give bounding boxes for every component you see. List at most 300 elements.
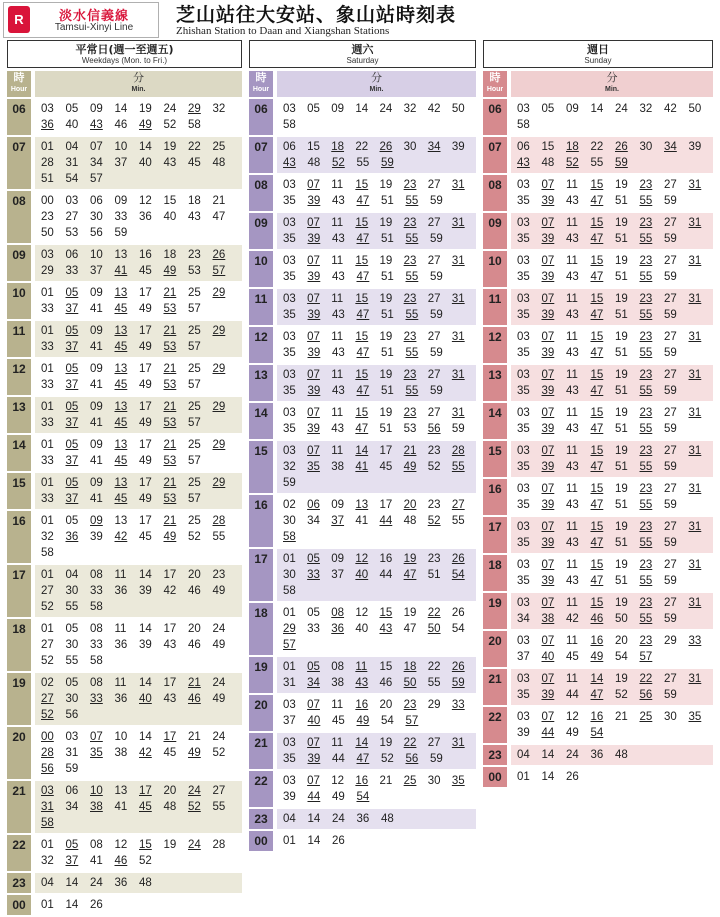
hour-row [249,175,476,211]
departure-minute: 24 [212,731,226,743]
minutes-line [41,139,242,155]
departure-minute: 48 [163,801,177,813]
departure-minute: 43 [566,461,579,473]
hour-row [483,251,713,287]
hour-cell: 12 [7,359,31,395]
hour-cell: 23 [249,809,273,829]
minutes-cell [35,835,242,871]
hour-cell: 11 [483,289,507,325]
departure-minute: 09 [90,401,103,413]
minutes-line [517,177,713,193]
departure-minute: 55 [427,677,441,689]
minutes-line [41,583,242,599]
departure-minute: 45 [163,747,177,759]
departure-minute: 08 [331,661,345,673]
departure-minute: 22 [427,607,441,619]
departure-minute: 12 [355,553,369,565]
minutes-cell [277,175,476,211]
departure-minute: 03 [517,407,530,419]
departure-minute: 51 [615,233,628,245]
departure-minute: 40 [139,693,152,705]
departure-minute: 03 [517,445,530,457]
departure-minute: 18 [566,141,579,153]
hour-row [249,441,476,493]
departure-minute: 59 [664,233,677,245]
departure-minute: 27 [664,331,677,343]
departure-minute: 14 [307,835,321,847]
departure-minute: 19 [379,407,393,419]
departure-minute: 35 [517,499,530,511]
departure-minute: 46 [188,639,201,651]
departure-minute: 11 [566,217,578,229]
departure-minute: 40 [139,157,152,169]
hour-row [483,327,713,363]
departure-minute: 23 [639,521,653,533]
minutes-line [41,783,242,799]
departure-minute: 59 [65,763,79,775]
departure-minute: 37 [331,515,345,527]
departure-minute: 24 [188,785,201,797]
departure-minute: 01 [41,569,54,581]
departure-minute: 31 [65,747,79,759]
departure-minute: 47 [356,385,370,397]
departure-minute: 09 [90,325,103,337]
departure-minute: 31 [451,217,465,229]
minutes-cell [511,593,713,629]
departure-minute: 37 [65,855,79,867]
column-subheader [249,71,476,97]
departure-minute: 11 [114,623,127,635]
departure-minute: 58 [41,547,54,559]
departure-minute: 07 [307,255,320,267]
departure-minute: 58 [517,119,530,131]
departure-minute: 23 [639,293,653,305]
departure-minute: 24 [332,813,345,825]
departure-minute: 05 [65,623,79,635]
minutes-line [41,545,242,561]
minutes-line [517,709,713,725]
departure-minute: 03 [517,331,530,343]
departure-minute: 01 [41,141,54,153]
departure-minute: 27 [664,255,677,267]
departure-minute: 14 [65,899,79,911]
departure-minute: 59 [451,677,465,689]
minutes-line [283,789,476,805]
minutes-cell [511,137,713,173]
departure-minute: 30 [639,141,653,153]
minutes-line [41,799,242,815]
departure-minute: 26 [451,553,465,565]
departure-minute: 59 [615,157,628,169]
departure-minute: 09 [90,477,103,489]
departure-minute: 48 [381,813,394,825]
departure-minute: 15 [590,331,604,343]
departure-minute: 31 [688,483,702,495]
departure-minute: 01 [283,661,296,673]
departure-minute: 31 [688,369,702,381]
departure-minute: 12 [331,775,345,787]
minutes-line [283,367,476,383]
departure-minute: 39 [541,689,555,701]
departure-minute: 55 [639,537,653,549]
departure-minute: 11 [114,569,127,581]
departure-minute: 31 [451,737,465,749]
departure-minute: 47 [590,195,604,207]
departure-minute: 31 [688,179,702,191]
departure-minute: 34 [517,613,530,625]
minutes-line [41,637,242,653]
minutes-cell [277,289,476,325]
departure-minute: 40 [65,119,79,131]
hour-row [7,99,242,135]
departure-minute: 31 [688,559,702,571]
departure-minute: 42 [664,103,677,115]
minutes-cell [277,251,476,287]
hour-row [483,137,713,173]
minutes-cell [511,479,713,515]
departure-minute: 19 [379,179,393,191]
departure-minute: 52 [163,119,177,131]
minutes-line [283,253,476,269]
departure-minute: 11 [355,661,368,673]
departure-minute: 31 [451,179,465,191]
hour-cell: 20 [249,695,273,731]
departure-minute: 38 [114,747,128,759]
departure-minute: 03 [283,217,296,229]
departure-minute: 38 [541,613,555,625]
departure-minute: 17 [139,477,152,489]
departure-minute: 47 [590,689,604,701]
departure-minute: 25 [188,325,201,337]
departure-minute: 14 [590,673,604,685]
departure-minute: 51 [615,537,628,549]
minutes-line [41,209,242,225]
departure-minute: 23 [639,635,653,647]
departure-minute: 03 [283,369,296,381]
minutes-line [517,253,713,269]
departure-minute: 36 [114,585,128,597]
departure-minute: 57 [188,379,201,391]
departure-minute: 51 [381,347,394,359]
hour-cell: 19 [483,593,507,629]
departure-minute: 03 [517,179,530,191]
hour-cell: 20 [7,727,31,779]
minutes-line [41,621,242,637]
minutes-line [41,263,242,279]
departure-minute: 26 [451,607,465,619]
minutes-cell [35,511,242,563]
departure-minute: 44 [379,515,393,527]
departure-minute: 55 [639,195,653,207]
departure-minute: 56 [65,709,79,721]
departure-minute: 25 [403,775,417,787]
departure-minute: 51 [41,173,54,185]
departure-minute: 37 [65,455,79,467]
minutes-line [517,269,713,285]
hour-label [249,71,273,97]
departure-minute: 33 [90,693,103,705]
departure-minute: 59 [664,575,677,587]
departure-minute: 20 [188,623,201,635]
departure-minute: 58 [283,585,296,597]
departure-minute: 09 [331,553,345,565]
hour-cell: 16 [249,495,273,547]
minutes-line [517,329,713,345]
departure-minute: 27 [65,211,79,223]
departure-minute: 49 [139,417,152,429]
hour-row [7,473,242,509]
minutes-line [283,659,476,675]
departure-minute: 07 [541,255,555,267]
hour-cell: 06 [249,99,273,135]
minutes-line [517,405,713,421]
hour-row [249,657,476,693]
minutes-cell [277,441,476,493]
minutes-line [283,405,476,421]
departure-minute: 49 [139,455,152,467]
departure-minute: 47 [590,537,604,549]
departure-minute: 11 [566,673,578,685]
minutes-cell [277,365,476,401]
departure-minute: 39 [541,195,555,207]
departure-minute: 15 [590,407,604,419]
departure-minute: 14 [355,737,369,749]
departure-minute: 51 [381,233,394,245]
departure-minute: 27 [427,331,441,343]
departure-minute: 19 [615,521,628,533]
departure-minute: 54 [356,791,370,803]
departure-minute: 39 [307,233,321,245]
minutes-line [283,551,476,567]
departure-minute: 26 [90,899,103,911]
departure-minute: 15 [590,559,604,571]
departure-minute: 52 [41,601,54,613]
hour-cell: 13 [7,397,31,433]
departure-minute: 07 [541,673,555,685]
departure-minute: 04 [65,569,79,581]
departure-minute: 59 [664,461,677,473]
departure-minute: 48 [307,157,321,169]
minutes-line [283,583,476,599]
departure-minute: 43 [566,537,579,549]
minutes-cell [35,397,242,433]
departure-minute: 07 [307,445,320,457]
departure-minute: 45 [114,303,128,315]
departure-minute: 55 [405,385,419,397]
departure-minute: 15 [355,179,369,191]
departure-minute: 53 [65,227,79,239]
departure-minute: 39 [307,753,321,765]
departure-minute: 34 [307,677,320,689]
departure-minute: 47 [403,569,417,581]
departure-minute: 27 [664,483,677,495]
minutes-line [283,675,476,691]
departure-minute: 39 [688,141,702,153]
departure-minute: 43 [332,347,345,359]
minutes-cell [277,327,476,363]
hour-row [7,673,242,725]
minutes-line [41,853,242,869]
departure-minute: 51 [381,309,394,321]
minutes-cell [511,707,713,743]
departure-minute: 06 [517,141,530,153]
minutes-cell [511,555,713,591]
departure-minute: 31 [451,293,465,305]
departure-minute: 52 [427,515,441,527]
departure-minute: 35 [517,575,530,587]
minutes-cell [277,809,476,829]
minutes-cell [277,403,476,439]
departure-minute: 43 [332,271,345,283]
departure-minute: 03 [517,673,530,685]
departure-minute: 28 [212,839,226,851]
departure-minute: 56 [427,423,441,435]
departure-minute: 23 [639,597,653,609]
departure-minute: 38 [90,801,103,813]
departure-minute: 15 [541,141,555,153]
departure-minute: 54 [451,569,465,581]
hour-label-zh: 時 [489,71,501,84]
departure-minute: 38 [331,677,345,689]
departure-minute: 35 [283,385,296,397]
minutes-cell [511,441,713,477]
column-header [249,40,476,68]
departure-minute: 55 [405,233,419,245]
minutes-line [517,193,713,209]
departure-minute: 59 [664,423,677,435]
departure-minute: 21 [163,515,177,527]
minutes-line [517,747,713,763]
departure-minute: 39 [307,271,321,283]
departure-minute: 19 [615,331,628,343]
minutes-line [41,475,242,491]
minutes-line [517,633,713,649]
departure-minute: 20 [403,499,417,511]
line-name: 淡水信義線 [58,8,129,23]
departure-minute: 39 [307,195,321,207]
departure-minute: 08 [90,623,103,635]
departure-minute: 07 [541,407,555,419]
departure-minute: 20 [615,635,628,647]
departure-minute: 59 [430,271,443,283]
departure-minute: 45 [114,379,128,391]
hour-cell: 09 [249,213,273,249]
departure-minute: 17 [163,731,177,743]
departure-minute: 09 [331,103,345,115]
departure-minute: 41 [90,455,103,467]
departure-minute: 40 [355,623,369,635]
hour-row [7,435,242,471]
departure-minute: 25 [188,363,201,375]
departure-minute: 41 [90,379,103,391]
departure-minute: 43 [332,195,345,207]
departure-minute: 22 [427,661,441,673]
minutes-line [283,269,476,285]
departure-minute: 07 [541,217,555,229]
departure-minute: 25 [188,287,201,299]
departure-minute: 08 [90,569,103,581]
departure-minute: 03 [283,179,296,191]
departure-minute: 39 [307,347,321,359]
departure-minute: 23 [639,255,653,267]
departure-minute: 22 [590,141,604,153]
departure-minute: 42 [114,531,128,543]
departure-minute: 51 [615,499,628,511]
departure-minute: 55 [405,195,419,207]
departure-minute: 30 [283,515,296,527]
departure-minute: 49 [403,461,417,473]
hour-cell: 00 [7,895,31,915]
departure-minute: 24 [163,103,177,115]
minutes-line [41,171,242,187]
minutes-line [41,437,242,453]
departure-minute: 03 [517,369,530,381]
hour-cell: 06 [483,99,507,135]
departure-minute: 43 [566,233,579,245]
departure-minute: 55 [356,157,370,169]
hour-row [483,745,713,765]
minute-label [277,71,476,97]
departure-minute: 13 [355,499,369,511]
minutes-line [41,377,242,393]
minutes-cell [35,321,242,357]
minutes-line [517,117,713,133]
departure-minute: 43 [566,385,579,397]
departure-minute: 45 [139,801,152,813]
departure-minute: 49 [163,531,177,543]
departure-minute: 36 [356,813,370,825]
departure-minute: 02 [41,677,54,689]
departure-minute: 59 [664,271,677,283]
departure-minute: 51 [615,385,628,397]
departure-minute: 52 [41,655,54,667]
departure-minute: 16 [355,699,369,711]
hour-cell: 10 [483,251,507,287]
departure-minute: 31 [451,407,465,419]
minutes-line [517,671,713,687]
departure-minute: 28 [212,515,226,527]
departure-minute: 23 [639,369,653,381]
departure-minute: 32 [639,103,653,115]
departure-minute: 15 [163,195,177,207]
minutes-cell [511,175,713,211]
departure-minute: 34 [427,141,441,153]
hour-cell: 16 [7,511,31,563]
departure-minute: 35 [283,347,296,359]
departure-minute: 18 [188,195,201,207]
departure-minute: 13 [114,477,128,489]
hour-row [7,781,242,833]
departure-minute: 19 [379,293,393,305]
departure-minute: 27 [427,407,441,419]
minute-label-en: Min. [131,86,146,93]
departure-minute: 05 [65,287,79,299]
departure-minute: 39 [139,639,152,651]
departure-minute: 55 [639,461,653,473]
departure-minute: 06 [283,141,296,153]
departure-minute: 31 [688,293,702,305]
departure-minute: 11 [331,737,344,749]
hour-cell: 09 [483,213,507,249]
minutes-cell [35,873,242,893]
departure-minute: 41 [90,855,103,867]
departure-minute: 39 [541,499,555,511]
departure-minute: 56 [405,753,419,765]
departure-minute: 47 [356,309,370,321]
departure-minute: 19 [615,179,628,191]
departure-minute: 37 [65,493,79,505]
departure-minute: 23 [427,445,441,457]
